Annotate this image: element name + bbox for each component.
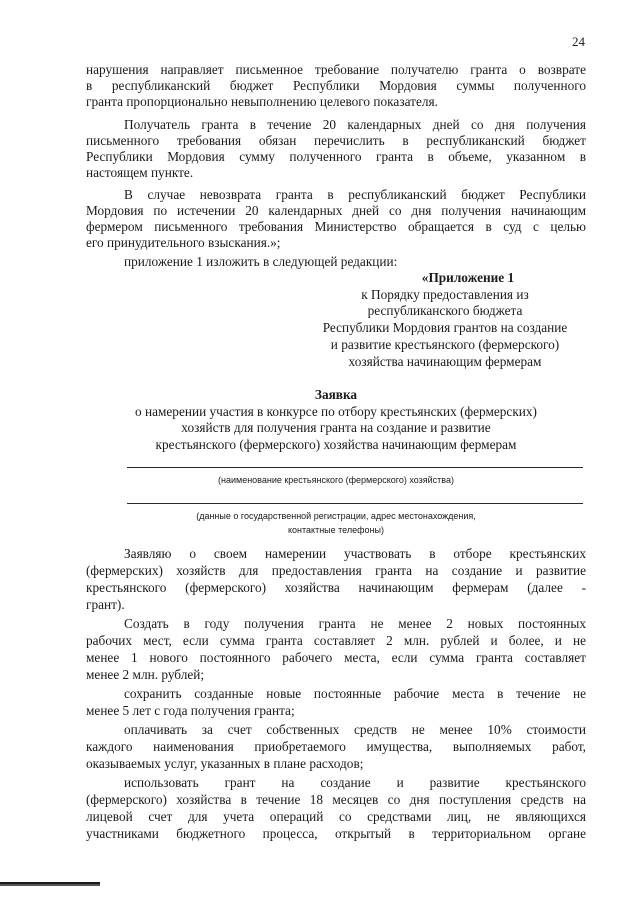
text-line: письменного требования обязан перечислить в республиканский бюджет bbox=[86, 133, 586, 148]
text-line: настоящем пункте. bbox=[86, 165, 194, 180]
text-line: Республики Мордовия сумму полученного гранта в объеме, указанном в bbox=[86, 149, 586, 164]
field-underline bbox=[127, 503, 583, 504]
text-line: рабочих мест, если сумма гранта составляет 2 млн. рублей и более, и не bbox=[86, 633, 586, 648]
text-line: Получатель гранта в течение 20 календарных дней со дня получения bbox=[124, 117, 586, 132]
appendix-line: Республики Мордовия грантов на создание bbox=[322, 320, 568, 335]
application-title: Заявка bbox=[314, 387, 358, 402]
text-line: крестьянского (фермерского) хозяйства начинающим фермерам (далее - bbox=[86, 580, 586, 595]
text-line: нарушения направляет письменное требование получателю гранта о возврате bbox=[86, 62, 586, 77]
text-line: его принудительного взыскания.»; bbox=[86, 235, 281, 250]
text-line: оказываемых услуг, указанных в плане расходов; bbox=[86, 756, 364, 771]
text-line: фермером письменного требования Министерство обращается в суд с целью bbox=[86, 219, 586, 234]
appendix-line: к Порядку предоставления из bbox=[361, 287, 529, 302]
text-line: Создать в году получения гранта не менее 2 новых постоянных bbox=[124, 616, 586, 631]
text-line: участниками бюджетного процесса, открытый в территориальном органе bbox=[86, 826, 586, 841]
text-line: Мордовия по истечении 20 календарных дней со дня получения начинающим bbox=[86, 203, 586, 218]
text-line: грант). bbox=[86, 597, 125, 612]
text-line: приложение 1 изложить в следующей редакции: bbox=[124, 254, 398, 269]
application-subtitle: о намерении участия в конкурсе по отбору крестьянских (фермерских) bbox=[135, 404, 537, 419]
text-line: В случае невозврата гранта в республиканский бюджет Республики bbox=[124, 187, 586, 202]
text-line: менее 5 лет с года получения гранта; bbox=[86, 703, 295, 718]
text-line: оплачивать за счет собственных средств не менее 10% стоимости bbox=[124, 722, 586, 737]
appendix-line: хозяйства начинающим фермерам bbox=[348, 354, 542, 369]
text-line: сохранить созданные новые постоянные рабочие места в течение не bbox=[124, 686, 586, 701]
field-caption: (данные о государственной регистрации, адрес местонахождения, bbox=[196, 511, 476, 521]
text-line: (фермерских) хозяйств для предоставления гранта на создание и развитие bbox=[86, 563, 586, 578]
text-line: гранта пропорционально невыполнению целевого показателя. bbox=[86, 94, 438, 109]
application-subtitle: крестьянского (фермерского) хозяйства начинающим фермерам bbox=[155, 437, 517, 452]
field-underline bbox=[127, 467, 583, 468]
text-line: лицевой счет для учета операций со средствами лиц, не являющихся bbox=[86, 809, 586, 824]
text-line: (фермерского) хозяйства в течение 18 месяцев со дня поступления средств на bbox=[86, 792, 586, 807]
text-line: использовать грант на создание и развитие крестьянского bbox=[124, 775, 586, 790]
application-subtitle: хозяйств для получения гранта на создание и развитие bbox=[181, 420, 491, 435]
text-line: менее 2 млн. рублей; bbox=[86, 667, 205, 682]
text-line: менее 1 нового постоянного рабочего места, если сумма гранта составляет bbox=[86, 650, 586, 665]
text-line: в республиканский бюджет Республики Мордовия суммы полученного bbox=[86, 78, 586, 93]
appendix-line: республиканского бюджета bbox=[367, 303, 523, 318]
field-caption: (наименование крестьянского (фермерского) хозяйства) bbox=[218, 475, 454, 485]
appendix-line: и развитие крестьянского (фермерского) bbox=[330, 337, 560, 352]
field-caption: контактные телефоны) bbox=[288, 525, 384, 535]
page-number: 24 bbox=[572, 34, 585, 49]
appendix-title: «Приложение 1 bbox=[421, 270, 515, 285]
text-line: каждого наименования приобретаемого имущества, выполняемых работ, bbox=[86, 739, 586, 754]
text-line: Заявляю о своем намерении участвовать в отборе крестьянских bbox=[124, 546, 586, 561]
scan-edge-mark bbox=[0, 884, 100, 886]
